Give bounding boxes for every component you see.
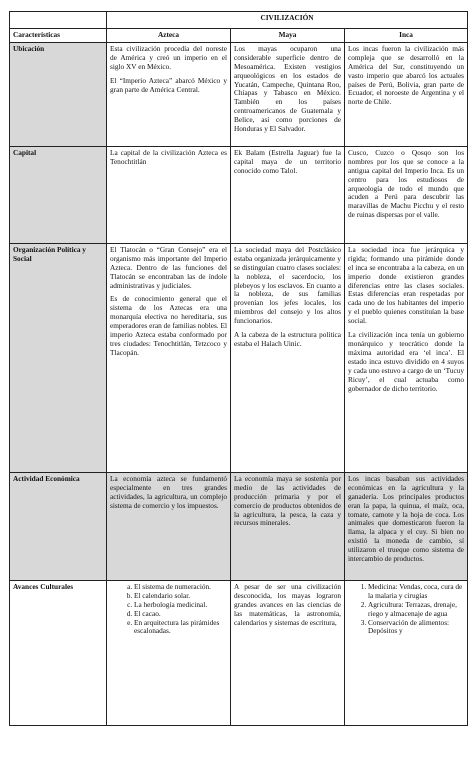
header-maya: Maya: [231, 29, 345, 43]
title-row: [10, 12, 468, 29]
header-azteca: Azteca: [107, 29, 231, 43]
cell-paragraph: El “Imperio Azteca” abarcó México y gran parte de América Central.: [110, 75, 227, 94]
row-label-avances: Avances Culturales: [10, 580, 107, 725]
table-row: [10, 243, 468, 472]
cell-capital-inca: Cusco, Cuzco o Qosqo son los nombres por los que se conoce a la antigua capital del Imperio Inca. Es un centro para los estudiosos de arqueología de todo el mundo que acuden a Perú para descubrir las maravillas de Machu Picchu y el resto de ruinas dispersas por el valle.: [345, 146, 468, 243]
list-item: b. El calendario solar.: [134, 592, 227, 601]
list-item: c. La herbología medicinal.: [134, 601, 227, 610]
table-row: [10, 42, 468, 146]
cell-organizacion-maya: [231, 243, 345, 472]
cell-economia-inca: Los incas basaban sus actividades económicas en la agricultura y la ganadería. Los principales productos eran la papa, la quinua, el maíz, oca, tomate, camote y la hoja de coca. Los animales que domesticaron fueron la llama, la alpaca y el cuy. Si bien no existió la moneda de cambio, sí utilizaron el trueque como sistema de intercambio de productos.: [345, 472, 468, 580]
cell-economia-maya: La economía maya se sostenía por medio de las actividades de producción primaria y por el comercio de productos obtenidos de la agricultura, la pesca, la caza y recursos minerales.: [231, 472, 345, 580]
cell-paragraph: Es de conocimiento general que el sistema de los Aztecas era una monarquía electiva no hereditaria, sus emperadores eran de familias nobles. El imperio Azteca estaba conformado por tres ciudades: Tenochtitlán, Tetzcoco y Tlacopán.: [110, 294, 227, 357]
row-label-capital: Capital: [10, 146, 107, 243]
cell-paragraph: La sociedad inca fue jerárquica y rígida; formando una pirámide donde el inca se encontraba a la cabeza, en un imperio donde existieron grandes diferencias entre las clases sociales. Estas diferencias eran respetadas por cada uno de los habitantes del imperio y el pueblo quienes constituían la base social.: [348, 244, 465, 326]
list-item: e. En arquitectura las pirámides escalonadas.: [134, 619, 227, 637]
cell-economia-azteca: La economía azteca se fundamentó especialmente en tres grandes actividades, la agricultura, un complejo sistema de comercio y los impuestos.: [107, 472, 231, 580]
cell-avances-azteca: [107, 580, 231, 725]
header-row: [10, 29, 468, 43]
cell-paragraph: A la cabeza de la estructura política estaba el Halach Uinic.: [234, 330, 341, 348]
header-characteristics: Características: [10, 29, 107, 43]
cell-capital-maya: Ek Balam (Estrella Jaguar) fue la capital maya de un territorio conocido como Talol.: [231, 146, 345, 243]
list-item: a. El sistema de numeración.: [134, 583, 227, 592]
civilizations-table: [9, 11, 468, 726]
cell-avances-maya: A pesar de ser una civilización desconocida, los mayas lograron grandes avances en las ciencias de las matemáticas, la astronomía, calendarios y sistemas de escritura,: [231, 580, 345, 725]
cell-paragraph: El Tlatocán o “Gran Consejo” era el organismo más importante del Imperio Azteca. Dentro de las funciones del Tlatocán se encontraban las de índole administrativas y judiciales.: [110, 244, 227, 290]
cell-capital-azteca: La capital de la civilización Azteca es Tenochtitlán: [107, 146, 231, 243]
cell-organizacion-inca: [345, 243, 468, 472]
row-label-organizacion: Organización Política y Social: [10, 243, 107, 472]
list-item: 3. Conservación de alimentos: Depósitos y: [368, 619, 464, 637]
table-row: [10, 146, 468, 243]
list-item: 1. Medicina: Vendas, coca, cura de la malaria y cirugías: [368, 583, 464, 601]
azteca-advances-list: [110, 583, 227, 636]
cell-ubicacion-inca: Los incas fueron la civilización más compleja que se desarrolló en la América del Sur, constituyendo un vasto imperio que abarcó los actuales países de Perú, Bolivia, gran parte de Ecuador, el noroeste de Argentina y el norte de Chile.: [345, 42, 468, 146]
cell-paragraph: Esta civilización procedía del noreste de América y creó un imperio en el siglo XV en México.: [110, 43, 227, 71]
cell-organizacion-azteca: [107, 243, 231, 472]
table-title: CIVILIZACIÓN: [107, 12, 468, 29]
table-row: [10, 580, 468, 725]
inca-advances-list: [348, 583, 464, 636]
cell-ubicacion-azteca: [107, 42, 231, 146]
list-item: d. El cacao.: [134, 610, 227, 619]
header-inca: Inca: [345, 29, 468, 43]
row-label-economia: Actividad Económica: [10, 472, 107, 580]
row-label-ubicacion: Ubicación: [10, 42, 107, 146]
list-item: 2. Agricultura: Terrazas, drenaje, riego y almacenaje de agua: [368, 601, 464, 619]
empty-corner-cell: [10, 12, 107, 29]
cell-ubicacion-maya: Los mayas ocuparon una considerable superficie dentro de Mesoamérica. Existen vestigios arqueológicos en los estados de Yucatán, Campeche, Quintana Roo, Chiapas y Tabasco en México. También en los países centroamericanos de Guatemala y Belice, así como porciones de Honduras y El Salvador.: [231, 42, 345, 146]
table-row: [10, 472, 468, 580]
cell-avances-inca: [345, 580, 468, 725]
cell-paragraph: La sociedad maya del Postclásico estaba organizada jerárquicamente y se distinguían cuatro clases sociales: la nobleza, el sacerdocio, los plebeyos y los esclavos. En cuanto a la nobleza, de sus familias provenían los jefes locales, los miembros del consejo y los altos funcionarios.: [234, 244, 341, 326]
cell-paragraph: La civilización inca tenía un gobierno monárquico y teocrático donde la máxima autoridad era ‘el inca’. El estado inca estuvo dividido en 4 suyos y cada uno estuvo a cargo de un ‘Tucuy Ricuy’, el cual actuaba como gobernador de dicho territorio.: [348, 330, 465, 393]
